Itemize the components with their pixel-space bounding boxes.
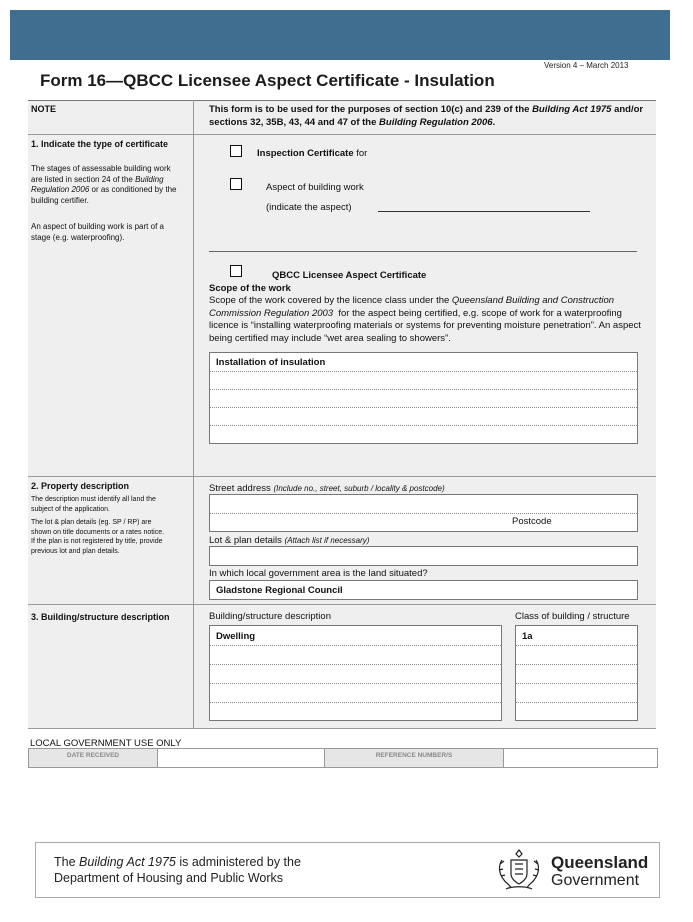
- class-of-building-label: Class of building / structure: [515, 611, 630, 622]
- field-line: [210, 702, 501, 703]
- aspect-hint: (indicate the aspect): [266, 202, 352, 213]
- column-divider: [193, 100, 194, 728]
- note-line: The description must identify all land the: [31, 496, 156, 503]
- scope-line: being certified may include “wet area sealing to showers”.: [209, 332, 451, 344]
- footer-line: [54, 854, 301, 870]
- divider: [28, 728, 656, 729]
- header-banner: [10, 10, 670, 60]
- section2-note1: [31, 495, 191, 514]
- note-part: Building: [135, 174, 164, 184]
- class-of-building-field[interactable]: [515, 625, 638, 721]
- scope-line: [209, 295, 655, 308]
- scope-of-work-field[interactable]: [209, 352, 638, 444]
- reference-number-text: REFERENCE NUMBER/S: [375, 752, 453, 759]
- footer-administration-text: [54, 854, 301, 886]
- scope-part: Queensland Building and Construction: [451, 295, 615, 306]
- footer-act: Building Act 1975: [79, 855, 176, 869]
- section3-heading: 3. Building/structure description: [31, 612, 170, 622]
- divider: [28, 604, 656, 605]
- lot-hint: (Attach list if necessary): [284, 536, 370, 545]
- date-received-text: DATE RECEIVED: [66, 752, 120, 759]
- note-text: [209, 104, 654, 129]
- divider: [209, 251, 637, 252]
- note-text-middle: sections 32, 35B, 43, 44 and 47 of the: [209, 116, 377, 128]
- scope-heading: Scope of the work: [209, 283, 291, 294]
- field-line: [210, 664, 501, 665]
- note-and-or: and/or: [614, 104, 644, 115]
- note-line: building certifier.: [31, 195, 89, 205]
- note-period: .: [492, 116, 496, 128]
- lga-field[interactable]: [209, 580, 638, 600]
- aspect-of-work-checkbox[interactable]: [230, 178, 242, 190]
- note-regulation: Building Regulation 2006: [379, 116, 493, 128]
- qbcc-aspect-certificate-label: QBCC Licensee Aspect Certificate: [272, 270, 427, 281]
- lot-label: Lot & plan details: [209, 535, 282, 546]
- field-line: [210, 389, 637, 390]
- scope-part: for the aspect being certified, e.g. scope of work for a waterproofing: [338, 307, 622, 319]
- qbcc-aspect-certificate-checkbox[interactable]: [230, 265, 242, 277]
- note-part: or as conditioned by the: [91, 185, 177, 194]
- note-act: Building Act 1975: [532, 104, 612, 115]
- note-part: are listed in section 24 of the: [31, 174, 133, 184]
- local-government-table: [28, 748, 658, 768]
- scope-part: Scope of the work covered by the licence class under the: [209, 295, 450, 306]
- field-line: [210, 407, 637, 408]
- note-text-prefix: This form is to be used for the purposes of section 10(c) and 239 of the: [209, 104, 530, 115]
- divider: [28, 134, 656, 135]
- date-received-field[interactable]: [157, 749, 325, 767]
- note-line: An aspect of building work is part of a: [31, 222, 164, 231]
- date-received-label: [29, 749, 157, 767]
- aspect-input[interactable]: [378, 211, 590, 212]
- field-line: [210, 645, 501, 646]
- scope-line: [209, 308, 655, 321]
- section1-heading: 1. Indicate the type of certificate: [31, 139, 169, 149]
- scope-part: Commission Regulation 2003: [209, 307, 334, 319]
- note-line: [31, 175, 191, 186]
- inspection-certificate-text: Inspection Certificate: [257, 148, 354, 159]
- coat-of-arms-icon: [494, 846, 544, 894]
- note-line: If the plan is not registered by title, provide: [31, 538, 163, 545]
- inspection-certificate-label: [257, 148, 367, 159]
- footer-part: is administered by the: [179, 855, 301, 869]
- postcode-label: Postcode: [512, 516, 552, 527]
- street-label: Street address: [209, 483, 271, 494]
- note-line: The lot & plan details (eg. SP / RP) are: [31, 519, 152, 526]
- reference-number-label: [325, 749, 503, 767]
- reference-number-field[interactable]: [503, 749, 657, 767]
- gov-name-line1: Queensland: [551, 853, 649, 872]
- field-line: [516, 645, 637, 646]
- divider: [28, 100, 656, 101]
- note-line: [31, 185, 191, 196]
- inspection-certificate-for: for: [356, 148, 368, 159]
- note-line: subject of the application.: [31, 505, 110, 513]
- field-line: [210, 425, 637, 426]
- field-line: [516, 683, 637, 684]
- aspect-of-work-label: Aspect of building work: [266, 182, 364, 193]
- scope-line: licence is “installing waterproofing materials or systems for preventing moisture penetration”. An aspect: [209, 320, 641, 331]
- field-line: [210, 513, 637, 514]
- page-title: Form 16—QBCC Licensee Aspect Certificate - Insulation: [40, 71, 495, 90]
- field-line: [516, 702, 637, 703]
- note-label: NOTE: [31, 104, 57, 114]
- version-label: Version 4 – March 2013: [544, 61, 629, 70]
- scope-description: [209, 295, 655, 345]
- note-line: stage (e.g. waterproofing).: [31, 232, 125, 242]
- note-line: The stages of assessable building work: [31, 164, 171, 173]
- class-of-building-value: 1a: [522, 631, 533, 642]
- building-description-label: Building/structure description: [209, 611, 331, 622]
- gov-name-line2: Government: [551, 872, 640, 889]
- lot-plan-field[interactable]: [209, 546, 638, 566]
- divider: [28, 476, 656, 477]
- field-line: [210, 683, 501, 684]
- inspection-certificate-checkbox[interactable]: [230, 145, 242, 157]
- footer-line: Department of Housing and Public Works: [54, 871, 284, 885]
- footer-part: The: [54, 855, 76, 869]
- field-line: [210, 371, 637, 372]
- section1-note1: [31, 164, 191, 206]
- street-hint: (Include no., street, suburb / locality & postcode): [273, 484, 445, 493]
- field-line: [516, 664, 637, 665]
- street-address-field[interactable]: [209, 494, 638, 532]
- note-line: shown on title documents or a rates notice.: [31, 528, 165, 536]
- lga-question: In which local government area is the land situated?: [209, 568, 428, 579]
- section2-heading: 2. Property description: [31, 481, 130, 491]
- lga-value: Gladstone Regional Council: [216, 585, 343, 596]
- scope-value: Installation of insulation: [216, 357, 326, 368]
- building-description-value: Dwelling: [216, 631, 256, 642]
- building-description-field[interactable]: [209, 625, 502, 721]
- local-government-heading: LOCAL GOVERNMENT USE ONLY: [30, 738, 182, 749]
- note-line: previous lot and plan details.: [31, 547, 120, 555]
- section1-note2: [31, 222, 191, 243]
- section2-note2: [31, 518, 193, 556]
- note-part: Regulation 2006: [31, 185, 90, 194]
- queensland-wordmark: [551, 854, 648, 890]
